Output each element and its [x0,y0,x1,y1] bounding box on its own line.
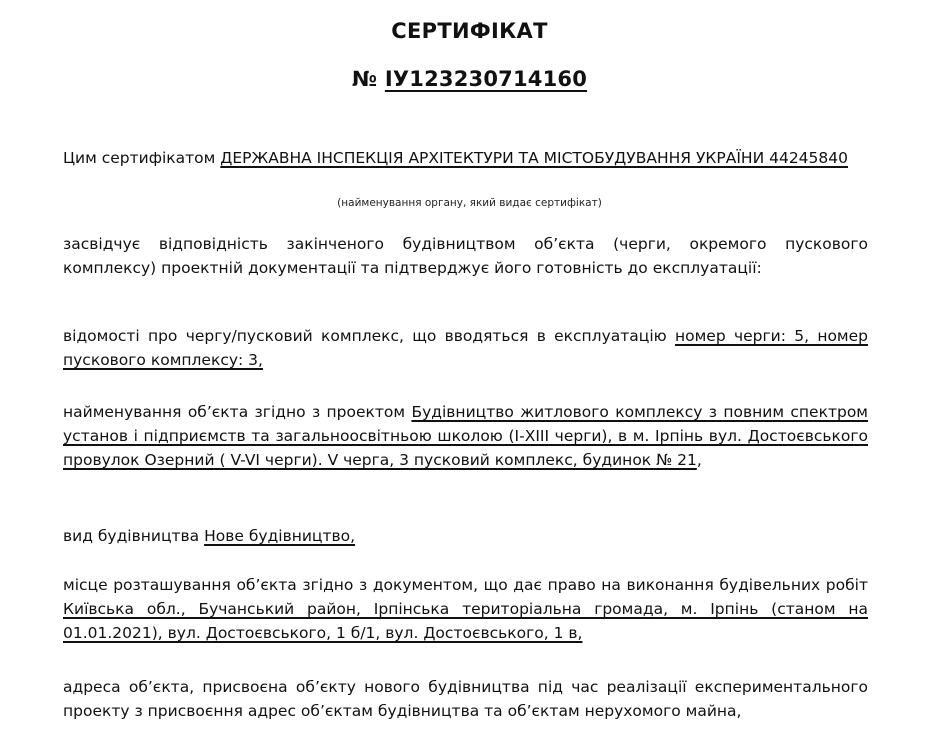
issuer-lead: Цим сертифікатом [63,149,221,167]
construction-type-value: Нове будівництво, [204,527,356,545]
issuer-caption: (найменування органу, який видає сертифікат) [337,197,602,209]
certificate-title: СЕРТИФІКАТ [391,19,548,43]
issuer-name: ДЕРЖАВНА ІНСПЕКЦІЯ АРХІТЕКТУРИ ТА МІСТОБУДУВАННЯ УКРАЇНИ 44245840 [220,149,848,167]
object-name-paragraph [63,400,868,472]
certificate-number: ІУ123230714160 [384,67,588,91]
number-prefix: № [351,67,385,91]
statement-paragraph: засвідчує відповідність закінченого будівництвом об’єкта (черги, окремого пускового комплексу) проектній документації та підтверджує його готовність до експлуатації: [63,235,868,277]
object-name-value: Будівництво житлового комплексу з повним спектром установ і підприємств та загальноосвітньою школою (І-ХІІІ черги), в м. Ірпінь вул. Достоєвського провулок Озерний ( V-VI черги). V черга, 3 пусковий комплекс, будинок № 21 [63,403,869,469]
location-label: місце розташування об’єкта згідно з документом, що дає право на виконання будівельних робіт [63,576,868,594]
queue-label: відомості про чергу/пусковий комплекс, що вводяться в експлуатацію [63,327,675,345]
certificate-number-line [0,67,939,91]
address-paragraph: адреса об’єкта, присвоєна об’єкту нового будівництва під час реалізації експериментального проекту з присвоєння адрес об’єктам будівництва та об’єктам нерухомого майна, [63,678,868,720]
queue-value: номер черги: 5, номер пускового комплексу: 3, [63,327,868,369]
issuer-paragraph [63,146,868,170]
object-name-suffix: , [696,451,702,469]
construction-type-label: вид будівництва [63,527,205,545]
construction-type-paragraph [63,524,868,548]
queue-paragraph [63,324,868,372]
location-paragraph [63,573,868,645]
location-value: Київська обл., Бучанський район, Ірпінська територіальна громада, м. Ірпінь (станом на 01.01.2021), вул. Достоєвського, 1 б/1, вул. Достоєвського, 1 в, [63,600,868,642]
object-name-label: найменування об’єкта згідно з проектом [63,403,412,421]
